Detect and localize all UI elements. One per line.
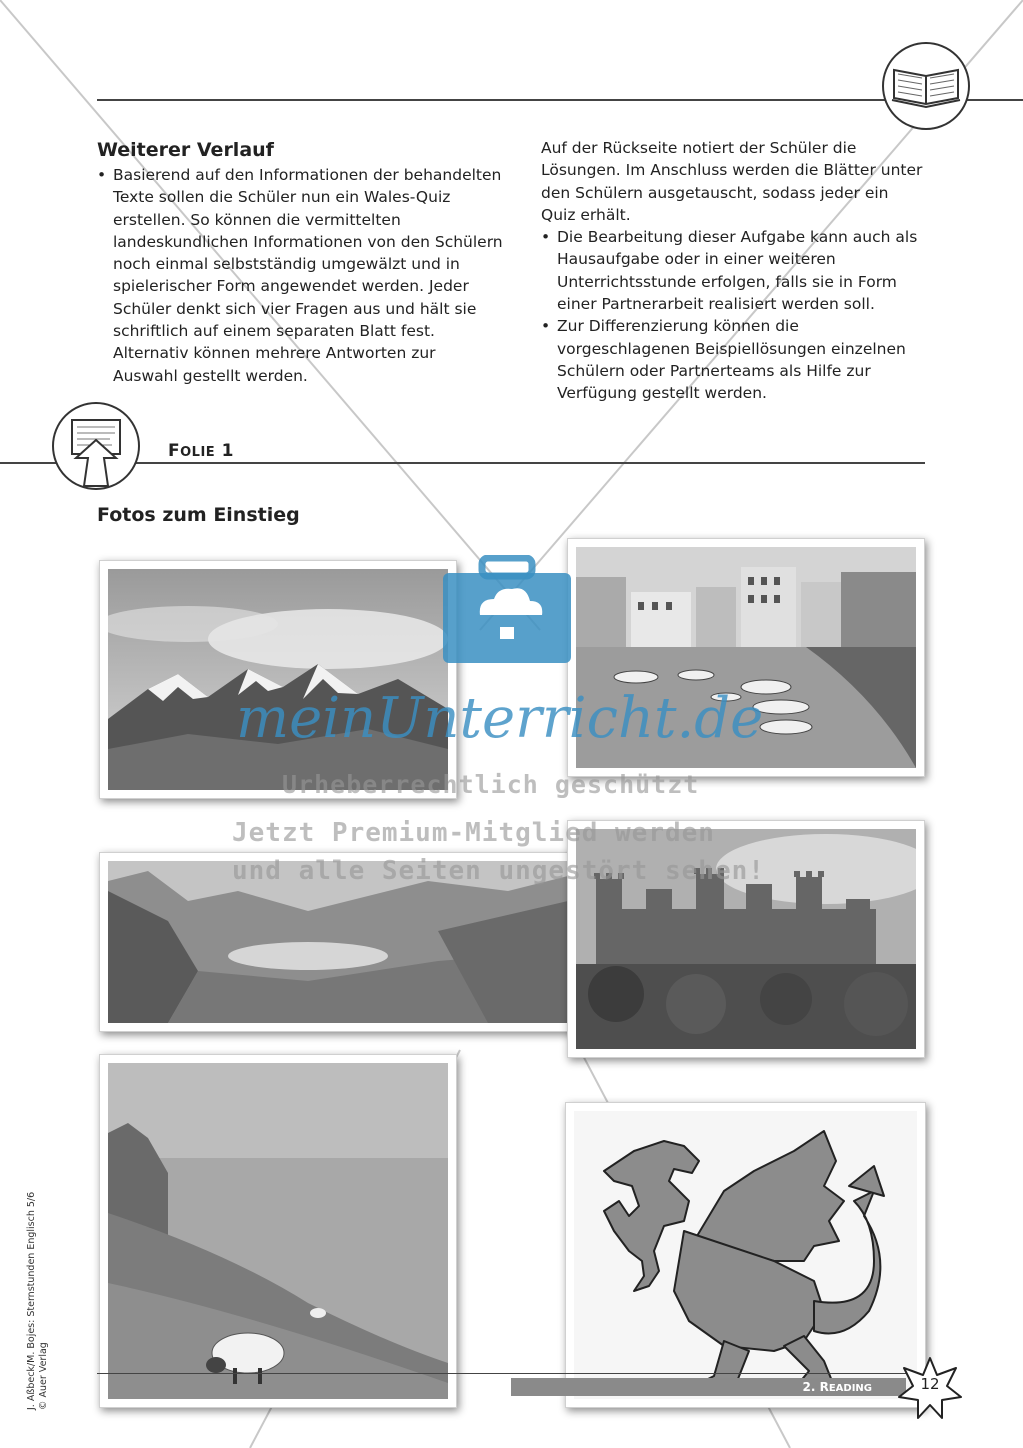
section-heading: Weiterer Verlauf (97, 139, 274, 161)
chapter-label: 2. READING (511, 1378, 906, 1396)
projector-sheet-icon (50, 400, 142, 492)
cloud-bag-icon (440, 555, 574, 667)
credit-line-2: © Auer Verlag (38, 1342, 49, 1410)
watermark-brand: meinUnterricht.de (236, 686, 764, 751)
right-column (541, 137, 926, 405)
photo-coast-sheep (99, 1054, 457, 1408)
right-bullet-2: • Zur Differenzierung können die vorgeschlagenen Beispiellösungen einzelnen Schülern oder Partnerteams als Hilfe zur Verfügung gestellt werden. (541, 315, 926, 404)
watermark-line-2: Jetzt Premium-Mitglied werden (232, 818, 715, 848)
watermark-line-3: und alle Seiten ungestört sehen! (232, 856, 765, 886)
open-book-icon (880, 40, 972, 132)
watermark-line-1: Urheberrechtlich geschützt (282, 770, 700, 799)
right-paragraph: Auf der Rückseite notiert der Schüler die Lösungen. Im Anschluss werden die Blätter unter den Schülern ausgetauscht, sodass jeder ein Quiz erhält. (541, 139, 923, 224)
welsh-dragon-flag (565, 1102, 926, 1408)
footer-rule (97, 1373, 907, 1374)
folie-title: FOLIE 1 (168, 441, 234, 461)
credit-line-1: J. Aßbeck/M. Bojes: Sternstunden Englisch 5/6 (26, 1191, 37, 1410)
folie-subtitle: Fotos zum Einstieg (97, 504, 300, 526)
side-credit (26, 1110, 50, 1410)
page-number: 12 (920, 1375, 940, 1393)
right-bullet-1: • Die Bearbeitung dieser Aufgabe kann auch als Hausaufgabe oder in einer weiteren Unterrichtsstunde erfolgen, falls sie in Form einer Partnerarbeit realisiert werden soll. (541, 226, 926, 315)
left-bullet: • Basierend auf den Informationen der behandelten Texte sollen die Schüler nun ein Wales-Quiz erstellen. So können die vermittelten landeskundlichen Informationen von den Schülern noch einmal selbstständig umgewälzt und in spielerischer Form angewendet werden. Jeder Schüler denkt sich vier Fragen aus und hält sie schriftlich auf einem separaten Blatt fest. Alternativ können mehrere Antworten zur Auswahl gestellt werden. (97, 164, 505, 387)
photo-snowy-mountains (99, 560, 457, 799)
top-rule (97, 99, 885, 101)
left-column (97, 164, 505, 387)
